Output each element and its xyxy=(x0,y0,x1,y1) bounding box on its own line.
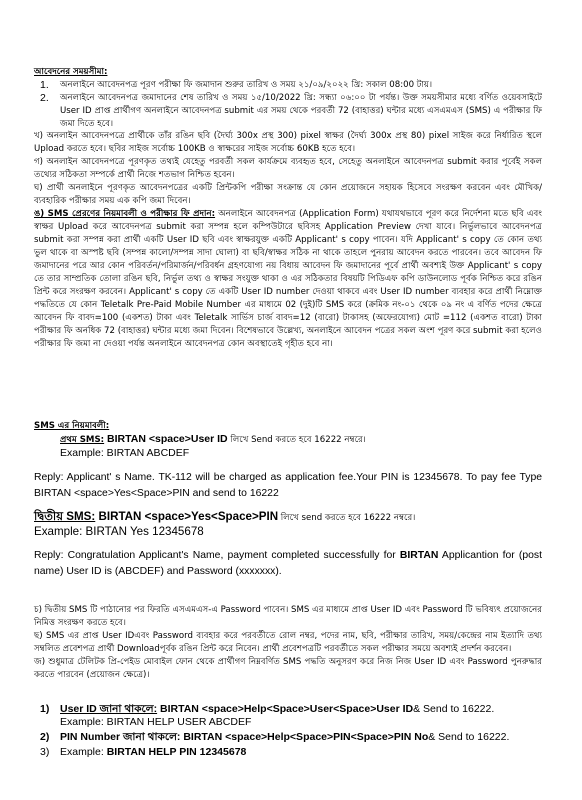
para-umo-lead: ঙ) SMS প্রেরণের নিয়মাবলী ও পরীক্ষার ফি প্রদান: xyxy=(34,209,216,219)
recovery-example-1: Example: BIRTAN HELP USER ABCDEF xyxy=(60,716,252,728)
recovery-item-3: 3) Example: BIRTAN HELP PIN 12345678 xyxy=(40,746,247,758)
first-sms-line xyxy=(34,433,542,447)
first-sms-label: প্রথম SMS: xyxy=(60,435,105,445)
recovery-item-2: 2) PIN Number জানা থাকলে: BIRTAN <space>Help<Space>PIN<Space>PIN No& Send to 16222. xyxy=(40,731,510,743)
first-sms-example: Example: BIRTAN ABCDEF xyxy=(60,447,190,459)
first-sms-code: BIRTAN <space>User ID xyxy=(104,433,228,445)
sms-section xyxy=(34,420,542,580)
deadline-item-2: 2. অনলাইনে আবেদনপত্র জমাদানের শেষ তারিখ ও সময় ১৫/10/2022 খ্রি: সন্ধ্যা ০৬:০০ টা পর্যন্ত। উক্ত সময়সীমার মধ্যে বর্ণিত ওয়েবসাইটে User ID প্রাপ্ত প্রার্থীগণ অনলাইনে আবেদনপত্র submit এর সময় থেকে পরবর্তী 72 (বাহাত্তর) ঘন্টার মধ্যে এসএমএস (SMS) এ পরীক্ষার ফি জমা দিতে হবে। xyxy=(40,92,542,129)
deadline-heading: আবেদনের সময়সীমা: xyxy=(34,67,108,77)
recovery-list xyxy=(34,703,542,759)
first-sms-tail: লিখে Send করতে হবে 16222 নম্বরে। xyxy=(227,435,366,445)
para-chha: ছ) SMS এর প্রাপ্ত User IDএবং Password ব্যবহার করে পরবর্তীতে রোল নম্বর, পদের নাম, ছবি, পরীক্ষার তারিখ, সময়/কেন্দ্রের নাম ইত্যাদি তথ্য সম্বলিত প্রবেশপত্র প্রার্থী Downloadপূর্বক রঙিন প্রিন্ট করে নিবেন। প্রার্থী প্রবেশপত্রটি পরবর্তীতে সকল পরীক্ষার সময়ে অবশ্যই প্রদর্শন করবেন। xyxy=(34,631,542,654)
second-sms-tail: লিখে send করতে হবে 16222 নম্বরে। xyxy=(278,513,416,523)
second-sms-code: BIRTAN <space>Yes<Space>PIN xyxy=(95,510,279,523)
para-ja: জ) শুধুমাত্র টেলিটক প্রি-পেইড মোবাইল ফোন থেকে প্রার্থীগণ নিম্নবর্ণিত SMS পদ্ধতি অনুসরণ করে নিজ নিজ User ID এবং Password পুনরুদ্ধার করতে পারবেন (প্রয়োজন ক্ষেত্রে)। xyxy=(34,657,542,680)
second-sms-example: Example: BIRTAN Yes 12345678 xyxy=(34,525,204,538)
second-sms-line xyxy=(34,510,542,525)
para-gha: ঘ) প্রার্থী অনলাইনে পূরণকৃত আবেদনপত্রের একটি প্রিন্টকপি পরীক্ষা সংক্রান্ত যে কোন প্রয়োজনে সহায়ক হিসেবে সংরক্ষণ করবেন এবং মৌখিক/ব্যবহারিক পরীক্ষার সময় এক কপি জমা দিবেন। xyxy=(34,183,542,206)
instructions-section xyxy=(34,130,542,351)
para-kha: খ) অনলাইন আবেদনপত্রে প্রার্থীকে তাঁর রঙিন ছবি (দৈর্ঘ্য 300x প্রস্থ 300) pixel স্বাক্ষর (দৈর্ঘ্য 300x প্রস্থ 80) pixel সাইজ করে নির্ধারিত স্থলে Upload করতে হবে। ছবির সাইজ সর্বোচ্চ 100KB ও স্বাক্ষরের সাইজ সর্বোচ্চ 60KB হতে হবে। xyxy=(34,131,542,154)
deadline-section xyxy=(34,66,542,131)
recovery-item-1: 1) User ID জানা থাকলে: BIRTAN <space>Help<Space>User<Space>User ID& Send to 16222. Example: BIRTAN HELP USER ABCDEF xyxy=(34,703,542,729)
deadline-item-1: 1. অনলাইনে আবেদনপত্র পূরণ পরীক্ষা ফি জমাদান শুরুর তারিখ ও সময় ২১/০৯/২০২২ খ্রি: সকাল 08:00 টায়। xyxy=(40,79,433,91)
first-sms-reply: Reply: Applicant' s Name. TK-112 will be charged as application fee.Your PIN is 12345678. To pay fee Type BIRTAN <space>Yes<Space>PIN and send to 16222 xyxy=(34,472,542,499)
para-umo-body: অনলাইনে আবেদনপত্র (Application Form) যথাযথভাবে পূরণ করে নির্দেশনা মতে ছবি এবং স্বাক্ষর Upload করে আবেদনপত্র submit করা সম্পন্ন হলে কম্পিউটারে ছবিসহ Application Preview দেখা যাবে। নির্ভুলভাবে আবেদনপত্র submit করা সম্পন্ন করা প্রার্থী একটি User ID ছবি এবং স্বাক্ষরযুক্ত একটি Applicant' s copy পাবেন। যদি Applicant' s copy তে কোন তথ্য ভুল থাকে বা অস্পষ্ট ছবি (সম্পন্ন কালো/সম্পন্ন সাদা ঘোলা) বা ছবি/স্বাক্ষর সঠিক না থাকে তাহলে পুনরায় আবেদন করতে পারবেন। তবে আবেদন ফি জমাদানের পরে আর কোন পরিবর্তন/পরিমার্জন/পরিবর্ধন গ্রহণযোগ্য নয় বিধায় আবেদন ফি জমাদানের পূর্বে প্রার্থী অবশ্যই উক্ত Applicant' s copy তে তার সাম্প্রতিক তোলা রঙিন ছবি, নির্ভুল তথ্য ও স্বাক্ষর সংযুক্ত থাকা ও এর সঠিকতার বিষয়টি পিডিএফ কপি ডাউনলোড পূর্বক নিশ্চিত করে রঙিন প্রিন্ট করে সংরক্ষণ করবেন। Applicant' s copy তে একটি User ID number দেওয়া থাকবে এবং User ID number ব্যবহার করে প্রার্থী নিম্নোক্ত পদ্ধতিতে যে কোন Teletalk Pre-Paid Mobile Number এর মাধ্যমে 02 (দুই)টি SMS করে (ক্রমিক নং-০১ থেকে ০৯ নং এ বর্ণিত পদের ক্ষেত্রে আবেদন ফি বাবদ=100 (একশত) টাকা এবং Teletalk সার্ভিস চার্জ বাবদ=12 (বারো) টাকাসহ (অফেরযোগ্য) মোট =112 (একশত বারো) টাকা পরীক্ষার ফি অনধিক 72 (বাহাত্তর) ঘন্টার মধ্যে জমা দিবেন। বিশেষভাবে উল্লেখ্য, অনলাইনে আবেদন পত্রের সকল অংশ পূরণ করে submit করা হলেও পরীক্ষার ফি জমা না দেওয়া পর্যন্ত অনলাইনে আবেদনপত্র কোন অবস্থাতেই গৃহীত হবে না। xyxy=(34,209,542,349)
para-cha: চ) দ্বিতীয় SMS টি পাঠানোর পর ফিরতি এসএমএস-এ Password পাবেন। SMS এর মাধ্যমে প্রাপ্ত User ID এবং Password টি ভবিষ্যৎ প্রয়োজনের নিমিত্ত সংরক্ষণ করতে হবে। xyxy=(34,605,542,628)
second-sms-label: দ্বিতীয় SMS: xyxy=(34,510,96,523)
second-sms-reply: Reply: Congratulation Applicant's Name, payment completed successfully for BIRTAN Applicantion for (post name) User ID is (ABCDEF) and Password (xxxxxxx). xyxy=(34,550,542,577)
after-sms-section xyxy=(34,604,542,682)
sms-heading: SMS এর নিয়মাবলী: xyxy=(34,421,110,431)
para-umo xyxy=(34,208,542,351)
para-ga: গ) অনলাইন আবেদনপত্রে পূরণকৃত তথ্যই যেহেতু পরবর্তী সকল কার্যক্রমে ব্যবহৃত হবে, সেহেতু অনলাইনে আবেদনপত্র submit করার পূর্বেই সকল তথ্যের সঠিকতা সম্পর্কে প্রার্থী নিজে শতভাগ নিশ্চিত হবেন। xyxy=(34,157,542,180)
